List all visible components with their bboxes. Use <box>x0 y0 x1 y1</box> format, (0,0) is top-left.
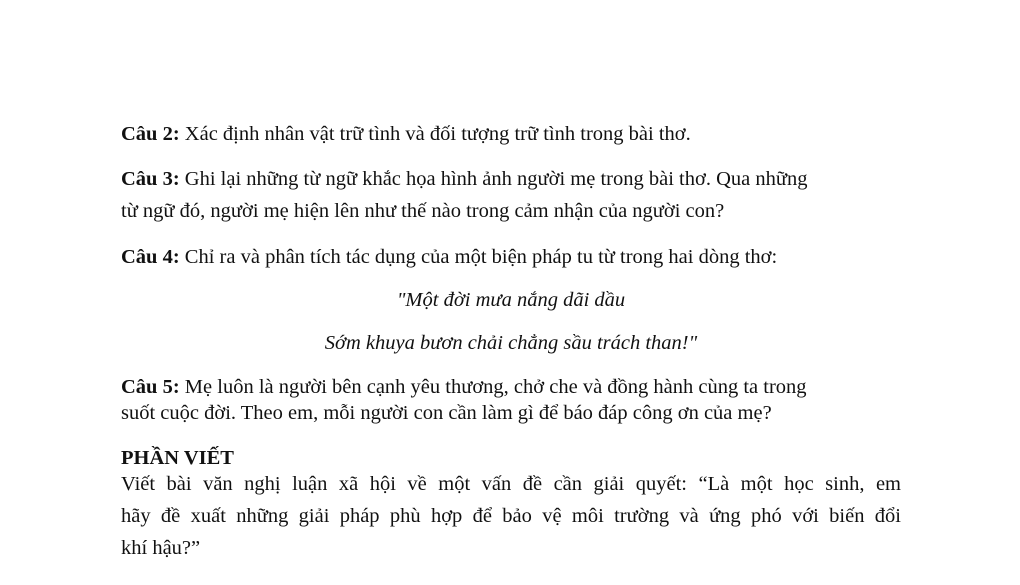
question-5-label: Câu 5: <box>121 376 180 398</box>
question-4 <box>121 245 777 269</box>
question-2-text: Xác định nhân vật trữ tình và đối tượng trữ tình trong bài thơ. <box>179 123 691 145</box>
writing-prompt-line-3: khí hậu?” <box>121 537 201 559</box>
question-3-line-1 <box>121 167 807 191</box>
question-4-label: Câu 4: <box>121 246 180 268</box>
question-5-text-1: Mẹ luôn là người bên cạnh yêu thương, chở che và đồng hành cùng ta trong <box>179 376 807 398</box>
section-heading-writing: PHẦN VIẾT <box>121 447 234 469</box>
question-3-text-1: Ghi lại những từ ngữ khắc họa hình ảnh người mẹ trong bài thơ. Qua những <box>179 168 808 190</box>
verse-line-1: "Một đời mưa nắng dãi dầu <box>396 289 626 311</box>
writing-prompt-line-1: Viết bài văn nghị luận xã hội về một vấn đề cần giải quyết: “Là một học sinh, em <box>121 473 901 495</box>
verse-line-2: Sớm khuya bươn chải chẳng sầu trách than!" <box>324 332 698 354</box>
writing-prompt-line-2: hãy đề xuất những giải pháp phù hợp để bảo vệ môi trường và ứng phó với biến đổi <box>121 505 901 527</box>
question-2 <box>121 122 691 146</box>
question-5-line-1 <box>121 375 807 399</box>
question-3-line-2: từ ngữ đó, người mẹ hiện lên như thế nào trong cảm nhận của người con? <box>121 200 725 222</box>
question-2-label: Câu 2: <box>121 123 180 145</box>
question-5-line-2: suốt cuộc đời. Theo em, mỗi người con cần làm gì để báo đáp công ơn của mẹ? <box>121 402 772 424</box>
question-3-label: Câu 3: <box>121 168 180 190</box>
question-4-text: Chỉ ra và phân tích tác dụng của một biện pháp tu từ trong hai dòng thơ: <box>179 246 778 268</box>
